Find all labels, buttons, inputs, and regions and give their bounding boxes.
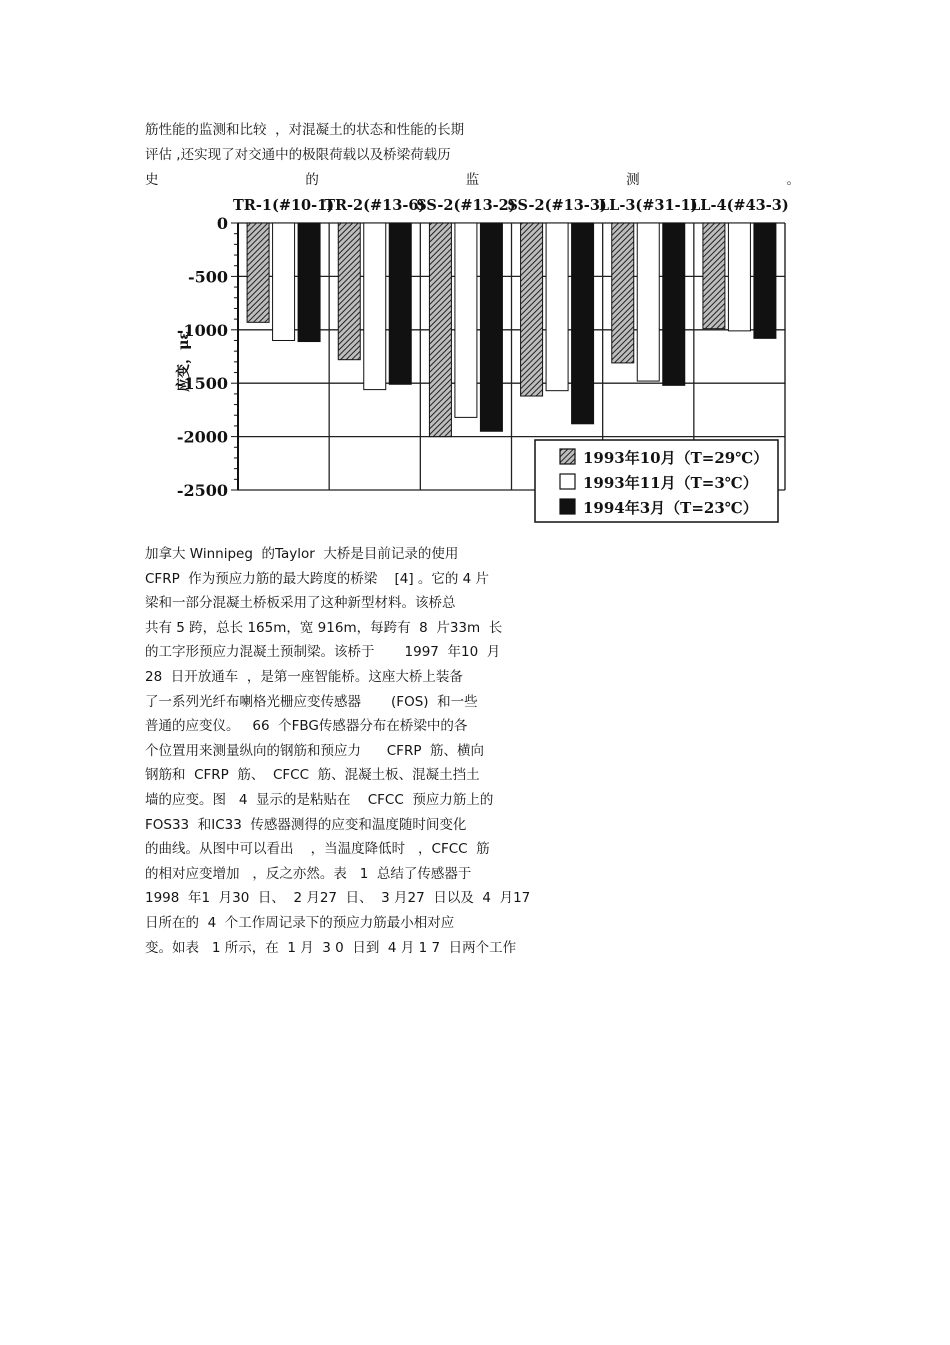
chart-legend (535, 440, 778, 522)
body-line-9: 个位置用来测量纵向的钢筋和预应力 CFRP 筋、横向 (145, 742, 485, 759)
bar-white (546, 223, 568, 391)
y-tick-label: -2500 (176, 481, 228, 500)
bar-white (637, 223, 659, 381)
category-label: TR-1(#10-1) (233, 197, 335, 214)
bar-black (572, 223, 594, 424)
legend-label: 1993年11月（T=3℃） (583, 474, 758, 492)
y-tick-label: 0 (216, 214, 228, 233)
spread-char: 测 (626, 172, 640, 188)
body-line-15: 1998 年1 月30 日、 2 月27 日、 3 月27 日以及 4 月17 (145, 890, 531, 907)
category-label: SS-2(#13-3) (507, 197, 607, 214)
body-line-8: 普通的应变仪。 66 个FBG传感器分布在桥梁中的各 (145, 718, 468, 735)
bar-hatch (521, 223, 543, 396)
spread-char: 的 (305, 172, 319, 188)
legend-swatch-black (560, 499, 575, 514)
bar-hatch (429, 223, 451, 437)
body-line-11: 墙的应变。图 4 显示的是粘贴在 CFCC 预应力筋上的 (145, 792, 494, 808)
body-line-17: 变。如表 1 所示，在 1 月 3 0 日到 4 月 1 7 日两个工作 (145, 939, 517, 956)
legend-swatch-hatch (560, 449, 575, 464)
bar-hatch (703, 223, 725, 329)
bar-black (298, 223, 320, 342)
body-line-14: 的相对应变增加 ，反之亦然。表 1 总结了传感器于 (145, 865, 472, 882)
bar-hatch (612, 223, 634, 363)
chart-category-labels (233, 197, 789, 214)
legend-label: 1994年3月（T=23℃） (583, 499, 758, 517)
spread-char: 史 (145, 172, 159, 188)
body-line-1: 加拿大 Winnipeg 的Taylor 大桥是目前记录的使用 (145, 546, 459, 562)
bar-black (389, 223, 411, 384)
body-line-6: 28 日开放通车 ，是第一座智能桥。这座大桥上装备 (145, 669, 463, 685)
bar-black (754, 223, 776, 338)
legend-swatch-white (560, 474, 575, 489)
body-line-10: 钢筋和 CFRP 筋、 CFCC 筋、混凝土板、混凝土挡土 (145, 767, 480, 784)
body-line-4: 共有 5 跨，总长 165m，宽 916m，每跨有 8 片33m 长 (145, 619, 503, 636)
text-line-2: 评估 ,还实现了对交通中的极限荷载以及桥梁荷载历 (145, 147, 451, 163)
body-line-5: 的工字形预应力混凝土预制梁。该桥于 1997 年10 月 (145, 644, 501, 661)
y-tick-label: -2000 (176, 427, 228, 447)
bar-hatch (247, 223, 269, 322)
bar-white (273, 223, 295, 340)
category-label: LL-4(#43-3) (690, 197, 789, 214)
category-label: LL-3(#31-1) (598, 197, 698, 214)
bar-white (455, 223, 477, 417)
bar-white (728, 223, 750, 331)
y-tick-label: -500 (187, 267, 228, 287)
y-tick-label: -1000 (176, 320, 228, 340)
bar-white (364, 223, 386, 390)
category-label: TR-2(#13-6) (324, 197, 426, 214)
body-line-3: 梁和一部分混凝土桥板采用了这种新型材料。该桥总 (145, 595, 456, 612)
body-line-7: 了一系列光纤布喇格光栅应变传感器 (FOS) 和一些 (145, 693, 478, 710)
y-tick-label: -1500 (176, 374, 228, 394)
spread-char: 。 (786, 172, 800, 188)
bar-black (663, 223, 685, 385)
legend-label: 1993年10月（T=29℃） (583, 449, 769, 467)
body-line-13: 的曲线。从图中可以看出 ，当温度降低时 ，CFCC 筋 (145, 841, 490, 858)
bar-black (480, 223, 502, 431)
spread-char: 监 (465, 172, 480, 188)
bar-hatch (338, 223, 360, 360)
strain-bar-chart (170, 190, 790, 530)
text-line-1: 筋性能的监测和比较 ，对混凝土的状态和性能的长期 (145, 122, 465, 138)
y-axis-label: 应变，με (176, 331, 192, 392)
body-line-2: CFRP 作为预应力筋的最大跨度的桥梁 [4] 。它的 4 片 (145, 570, 490, 587)
category-label: SS-2(#13-2) (416, 197, 516, 214)
spread-line (145, 171, 800, 189)
body-line-16: 日所在的 4 个工作周记录下的预应力筋最小相对应 (145, 915, 455, 931)
body-line-12: FOS33 和IC33 传感器测得的应变和温度随时间变化 (145, 816, 467, 833)
